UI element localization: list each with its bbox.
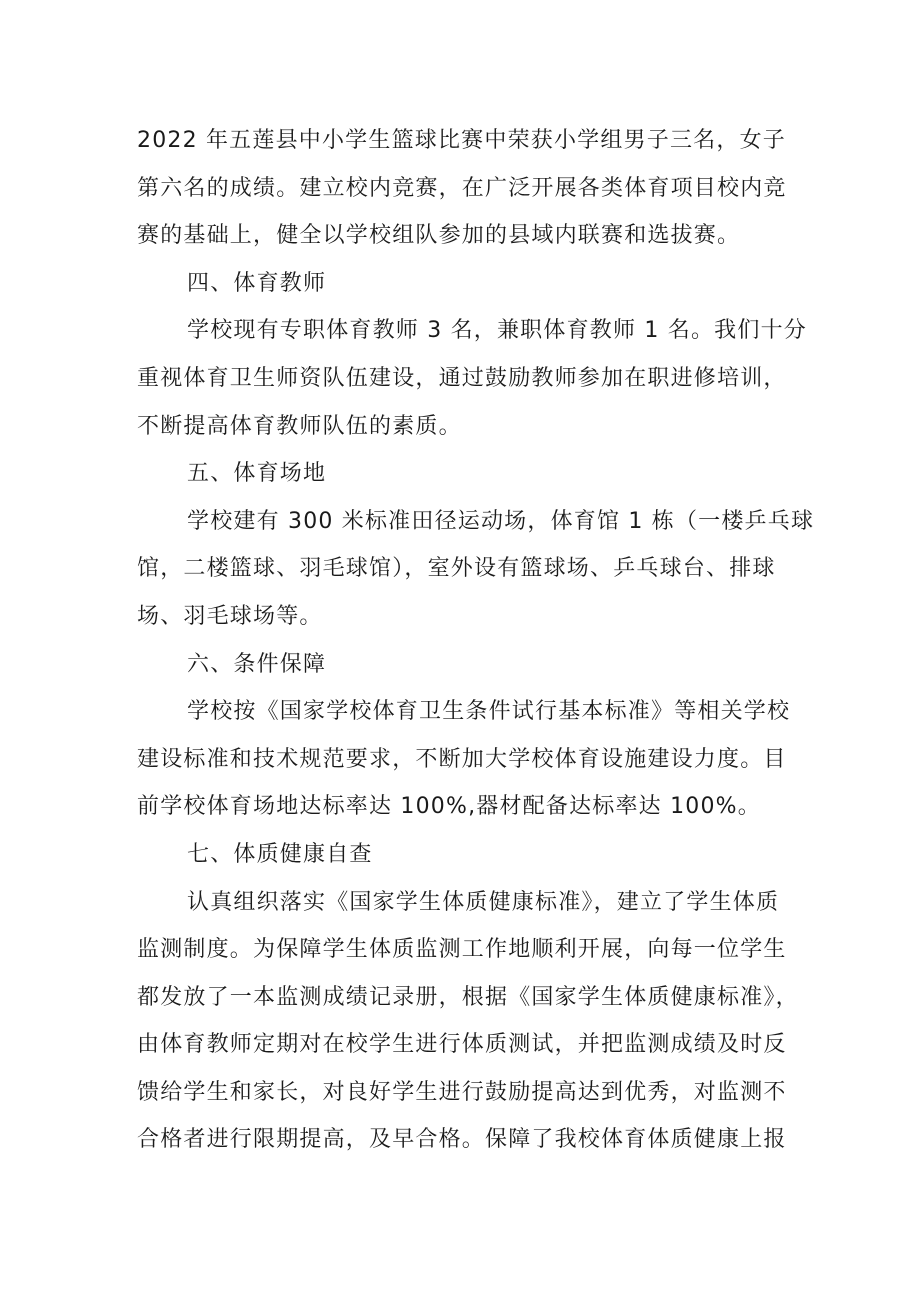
text-line: 由体育教师定期对在校学生进行体质测试，并把监测成绩及时反 bbox=[137, 1032, 787, 1058]
section-heading-fitness-check: 七、体质健康自查 bbox=[187, 841, 373, 867]
text-line: 建设标准和技术规范要求，不断加大学校体育设施建设力度。目 bbox=[137, 746, 787, 772]
text-line: 馈给学生和家长，对良好学生进行鼓励提高达到优秀，对监测不 bbox=[137, 1079, 787, 1105]
text-line: 前学校体育场地达标率达 100%,器材配备达标率达 100%。 bbox=[137, 794, 761, 820]
section-heading-teachers: 四、体育教师 bbox=[187, 270, 327, 296]
text-line: 都发放了一本监测成绩记录册，根据《国家学生体质健康标准》， bbox=[137, 984, 799, 1010]
text-line: 学校按《国家学校体育卫生条件试行基本标准》等相关学校 bbox=[187, 699, 791, 725]
text-line: 合格者进行限期提高，及早合格。保障了我校体育体质健康上报 bbox=[137, 1127, 787, 1153]
text-line: 认真组织落实《国家学生体质健康标准》，建立了学生体质 bbox=[187, 889, 780, 915]
text-line: 学校建有 300 米标准田径运动场，体育馆 1 栋（一楼乒乓球 bbox=[187, 508, 815, 534]
text-line: 不断提高体育教师队伍的素质。 bbox=[137, 413, 462, 439]
section-heading-venues: 五、体育场地 bbox=[187, 461, 327, 487]
text-line: 学校现有专职体育教师 3 名，兼职体育教师 1 名。我们十分 bbox=[187, 318, 807, 344]
text-line: 2022 年五莲县中小学生篮球比赛中荣获小学组男子三名，女子 bbox=[137, 128, 786, 153]
text-line: 重视体育卫生师资队伍建设，通过鼓励教师参加在职进修培训， bbox=[137, 365, 787, 391]
document-body bbox=[137, 117, 815, 1164]
text-line: 馆，二楼篮球、羽毛球馆），室外设有篮球场、乒乓球台、排球 bbox=[137, 556, 776, 582]
text-line: 场、羽毛球场等。 bbox=[137, 603, 323, 629]
text-line: 第六名的成绩。建立校内竞赛，在广泛开展各类体育项目校内竞 bbox=[137, 175, 787, 201]
section-heading-conditions: 六、条件保障 bbox=[187, 651, 327, 677]
text-line: 监测制度。为保障学生体质监测工作地顺利开展，向每一位学生 bbox=[137, 937, 787, 963]
text-line: 赛的基础上，健全以学校组队参加的县域内联赛和选拔赛。 bbox=[137, 223, 741, 249]
